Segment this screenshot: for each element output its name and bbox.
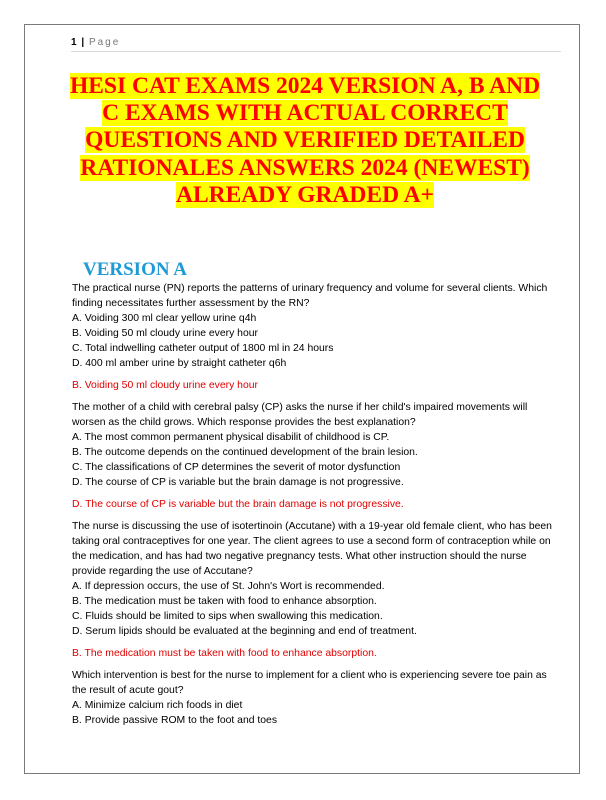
- option-b: B. Voiding 50 ml cloudy urine every hour: [72, 328, 258, 339]
- correct-answer: D. The course of CP is variable but the brain damage is not progressive.: [72, 499, 404, 510]
- question-block-2: [72, 400, 562, 512]
- question-text: The practical nurse (PN) reports the patterns of urinary frequency and volume for several clients. Which finding necessitates further assessment by the RN?: [72, 283, 548, 309]
- header-separator: |: [81, 37, 85, 48]
- page-frame: [24, 24, 580, 774]
- option-b: B. The medication must be taken with food to enhance absorption.: [72, 596, 377, 607]
- option-a: A. Voiding 300 ml clear yellow urine q4h: [72, 313, 257, 324]
- question-text: The nurse is discussing the use of isotertinoin (Accutane) with a 19-year old female client, who has been taking oral contraceptives for one year. The client agrees to use a second form of contraception while on the medication, and has had two negative pregnancy tests. What other instruction should the nurse provide regarding the use of Accutane?: [72, 521, 552, 577]
- correct-answer: B. The medication must be taken with food to enhance absorption.: [72, 648, 377, 659]
- option-c: C. Total indwelling catheter output of 1800 ml in 24 hours: [72, 343, 334, 354]
- option-a: A. Minimize calcium rich foods in diet: [72, 700, 243, 711]
- option-c: C. Fluids should be limited to sips when swallowing this medication.: [72, 611, 383, 622]
- question-text: The mother of a child with cerebral palsy (CP) asks the nurse if her child's impaired movements will worsen as the child grows. Which response provides the best explanation?: [72, 402, 528, 428]
- question-block-1: [72, 281, 562, 393]
- option-b: B. Provide passive ROM to the foot and toes: [72, 715, 278, 726]
- option-d: D. Serum lipids should be evaluated at the beginning and end of treatment.: [72, 626, 417, 637]
- document-title-text: HESI CAT EXAMS 2024 VERSION A, B AND C EXAMS WITH ACTUAL CORRECT QUESTIONS AND VERIFIED DETAILED RATIONALES ANSWERS 2024 (NEWEST) ALREADY GRADED A+: [69, 73, 541, 208]
- option-d: D. The course of CP is variable but the brain damage is not progressive.: [72, 477, 404, 488]
- version-heading: VERSION A: [83, 259, 187, 280]
- page-word: Page: [88, 37, 121, 48]
- option-b: B. The outcome depends on the continued development of the brain lesion.: [72, 447, 418, 458]
- option-d: D. 400 ml amber urine by straight catheter q6h: [72, 358, 287, 369]
- option-c: C. The classifications of CP determines the severit of motor dysfunction: [72, 462, 401, 473]
- document-title: [65, 73, 545, 209]
- page-header: [71, 37, 561, 52]
- questions-content: [72, 281, 562, 728]
- question-text: Which intervention is best for the nurse to implement for a client who is experiencing severe toe pain as the result of acute gout?: [72, 670, 547, 696]
- option-a: A. The most common permanent physical disabilit of childhood is CP.: [72, 432, 390, 443]
- correct-answer: B. Voiding 50 ml cloudy urine every hour: [72, 380, 258, 391]
- page-number: 1: [71, 37, 77, 48]
- option-a: A. If depression occurs, the use of St. John's Wort is recommended.: [72, 581, 385, 592]
- question-block-3: [72, 519, 562, 661]
- question-block-4: [72, 668, 562, 728]
